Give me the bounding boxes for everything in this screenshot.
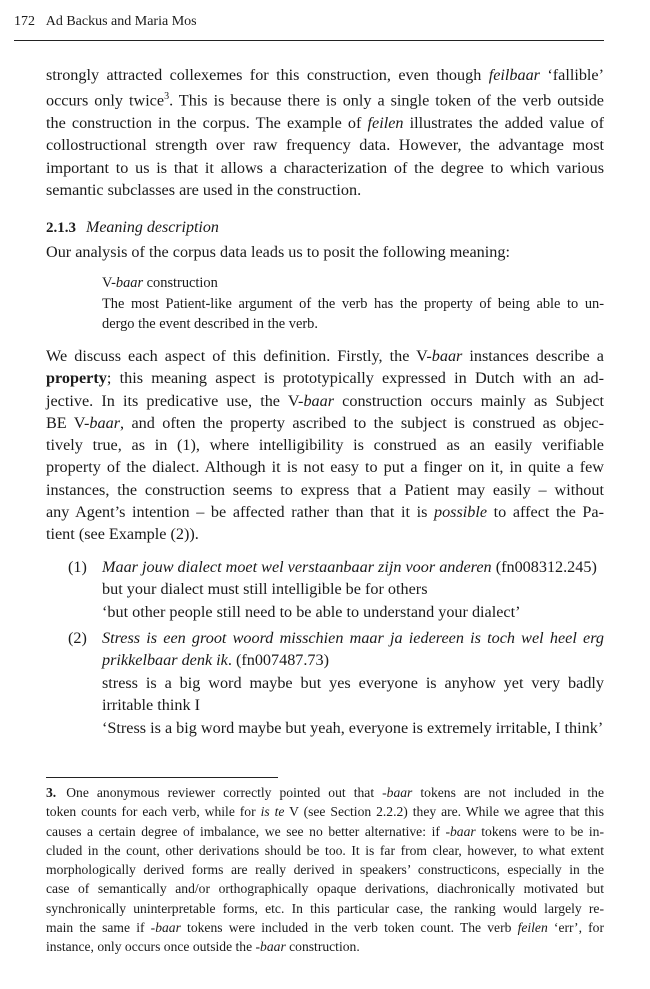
text-line: tively true, as in (1), where intelligibility is construed as an easily verifiable (46, 436, 604, 455)
definition-line: dergo the event described in the verb. (102, 316, 318, 332)
text-line: any Agent’s intention – be affected rather than that it is possible to affect the Pa- (46, 503, 604, 522)
section-heading (46, 219, 219, 237)
footnote-rule (46, 777, 278, 778)
footnote-line: synchronically uninterpretable forms, etc. In this particular case, the ranking would largely re- (46, 900, 604, 916)
footnote-line: token counts for each verb, while for is te V (see Section 2.2.2) they are. While we agree that this (46, 804, 604, 820)
dutch-text: prikkelbaar denk ik (102, 651, 228, 670)
example-translation: ‘Stress is a big word maybe but yeah, everyone is extremely irritable, I think’ (102, 718, 604, 737)
label-suffix: construction (143, 275, 218, 291)
footnote-line: causes a certain degree of imbalance, we see no better alternative: if -baar tokens were to be in- (46, 823, 604, 839)
dutch-text: Stress is een groot woord misschien maar ja iedereen is toch wel heel erg (102, 629, 604, 647)
intro-line: Our analysis of the corpus data leads us to posit the following meaning: (46, 243, 510, 261)
example-dutch (102, 649, 604, 671)
text-line: tient (see Example (2)). (46, 525, 199, 544)
dutch-text: Maar jouw dialect moet wel verstaanbaar zijn voor anderen (102, 558, 492, 576)
footnote-number: 3. (46, 785, 57, 800)
header-rule (14, 40, 604, 41)
text-line: We discuss each aspect of this definition. Firstly, the V-baar instances describe a (46, 347, 604, 365)
definition-block (102, 273, 604, 335)
footnote-line: 3. One anonymous reviewer correctly pointed out that -baar tokens are not included in the (46, 785, 604, 800)
example-dutch (102, 556, 604, 578)
text-line: occurs only twice$^3$. This is because there is only a single token of the verb outside (46, 91, 604, 110)
discussion-paragraph (46, 345, 604, 546)
example-gloss: stress is a big word maybe but yes everyone is anyhow yet very badly (102, 673, 604, 692)
footnote-line: morphologically derived forms are really derived in speakers’ constructicons, especially in the (46, 862, 604, 878)
section-intro (46, 241, 604, 263)
footnote-line: main the same if -baar tokens were included in the verb token count. The verb feilen ‘err’, for (46, 920, 604, 936)
example-translation: ‘but other people still need to be able to understand your dialect’ (102, 602, 521, 621)
label-prefix: V- (102, 275, 116, 291)
label-italic: baar (115, 275, 144, 291)
section-title: Meaning description (86, 219, 219, 236)
text-line: property of the dialect. Although it is not easy to put a finger on it, in quite a few (46, 458, 604, 477)
definition-label (102, 273, 604, 294)
footnote-line: case of semantically and/or orthographically opaque derivations, diachronically motivated but (46, 881, 604, 897)
text-line: important to us is that it allows a characterization of the degree to which various (46, 158, 604, 177)
example-label: (1) (68, 558, 87, 576)
example-dutch (102, 627, 604, 649)
source-ref: (fn008312.245) (491, 558, 597, 576)
definition-line: The most Patient-like argument of the verb has the property of being able to un- (102, 295, 604, 312)
text-line: the construction in the corpus. The example of feilen illustrates the added value of (46, 113, 605, 132)
example-gloss: but your dialect must still intelligible be for others (102, 580, 428, 599)
text-line: strongly attracted collexemes for this construction, even though feilbaar ‘fallible’ (46, 66, 604, 84)
section-number: 2.1.3 (46, 220, 76, 236)
text-line: collostructional strength over raw frequency data. However, the advantage most (46, 136, 604, 155)
footnote (46, 783, 604, 957)
running-header (14, 14, 197, 30)
text-line: semantic subclasses are used in the construction. (46, 180, 362, 199)
text-line: property; this meaning aspect is prototypically expressed in Dutch with an ad- (46, 369, 604, 388)
example-label: (2) (68, 629, 87, 647)
opening-paragraph (46, 64, 604, 201)
footnote-line: instance, only occurs once outside the -baar construction. (46, 939, 360, 955)
footnote-line: cluded in the count, other derivations should be too. It is far from clear, however, to what extent (46, 842, 604, 858)
running-head-authors: Ad Backus and Maria Mos (45, 14, 197, 29)
page-number: 172 (14, 14, 35, 29)
text-line: instances, the construction seems to express that a Patient may easily – without (46, 480, 604, 499)
text-line: jective. In its predicative use, the V-baar construction occurs mainly as Subject (46, 391, 605, 410)
source-ref: . (fn007487.73) (227, 651, 330, 670)
example-gloss: irritable think I (102, 696, 200, 715)
text-line: BE V-baar, and often the property ascribed to the subject is construed as objec- (46, 413, 604, 432)
